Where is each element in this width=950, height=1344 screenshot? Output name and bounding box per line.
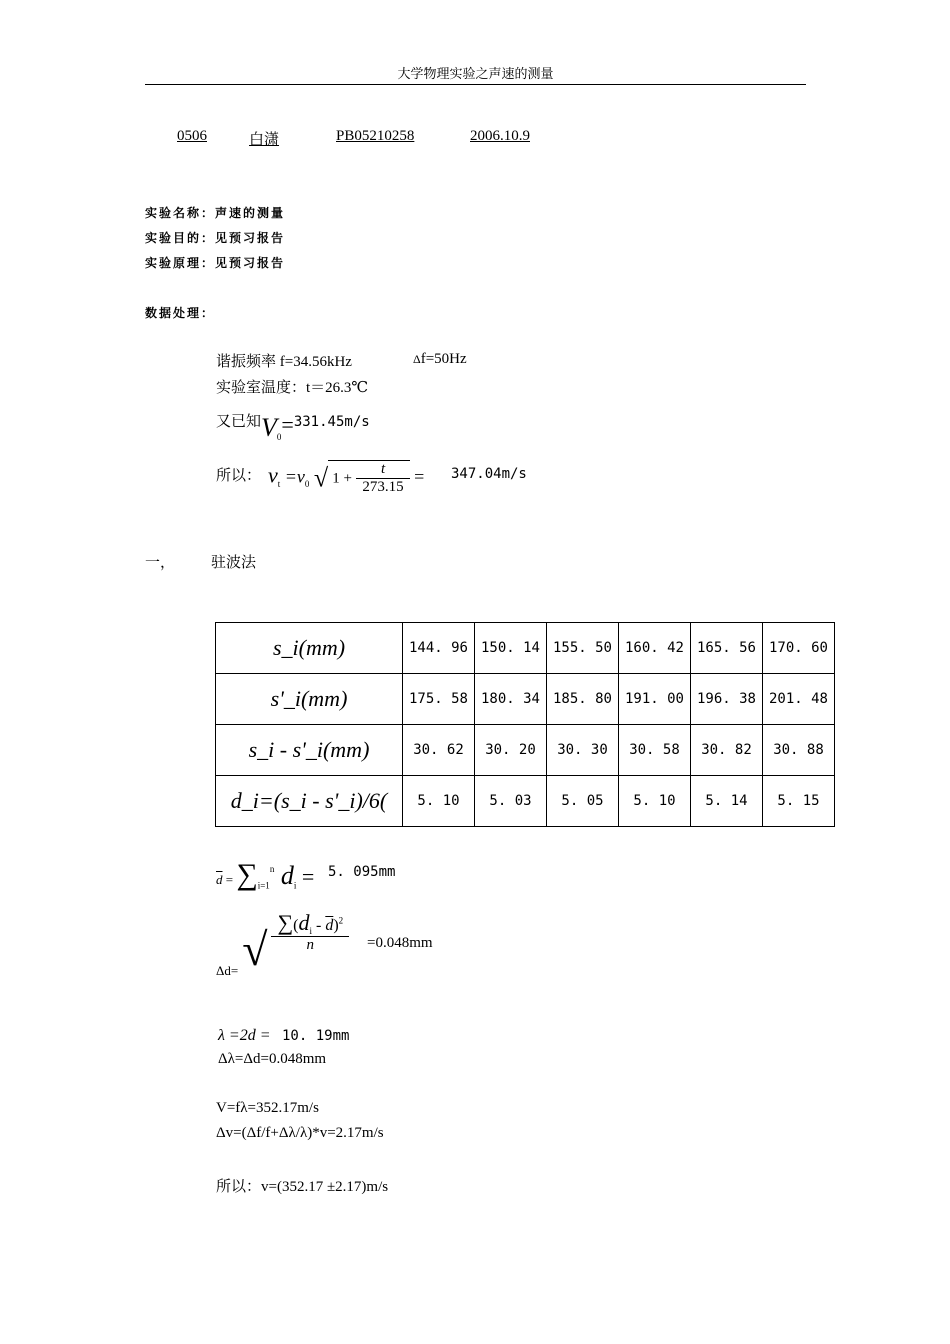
- final-result: 所以：v=(352.17 ±2.17)m/s: [216, 1179, 389, 1195]
- table-cell: 170. 60: [763, 623, 835, 674]
- table-cell: 5. 14: [691, 776, 763, 827]
- table-cell: 5. 05: [547, 776, 619, 827]
- table-cell: 201. 48: [763, 674, 835, 725]
- experiment-principle: 实验原理：见预习报告: [145, 256, 286, 270]
- table-cell: 155. 50: [547, 623, 619, 674]
- table-cell: 191. 00: [619, 674, 691, 725]
- delta-f-value: f=50Hz: [420, 351, 467, 367]
- table-cell: 30. 62: [403, 725, 475, 776]
- table-cell: 144. 96: [403, 623, 475, 674]
- table-cell: 5. 10: [403, 776, 475, 827]
- table-cell: 30. 58: [619, 725, 691, 776]
- page-header: 大学物理实验之声速的测量: [145, 64, 806, 85]
- table-cell: 5. 10: [619, 776, 691, 827]
- vt-subscript-zero: 0: [304, 479, 310, 490]
- sqrt-body: [328, 460, 409, 496]
- delta-f: [413, 351, 467, 368]
- table-cell: 30. 88: [763, 725, 835, 776]
- room-temperature: 实验室温度：t＝26.3℃: [216, 380, 369, 396]
- vt-symbol: v: [268, 462, 278, 488]
- delta-d-fraction: $\frac{\sum(d_i - \overline{d})^2}{n}$: [271, 910, 349, 954]
- table-cell: 5. 15: [763, 776, 835, 827]
- data-processing-heading: 数据处理：: [145, 306, 216, 320]
- v0-line: [216, 410, 370, 443]
- mean-d-value: 5. 095mm: [328, 864, 396, 880]
- experiment-name: 实验名称：声速的测量: [145, 206, 286, 220]
- therefore-label: 所以：: [216, 468, 262, 484]
- one-plus: 1 +: [332, 470, 352, 487]
- vt-formula: $v_t =v_0$ √ 1 + $\frac{t}{273.15}$ =: [268, 461, 425, 495]
- fraction-denominator: 273.15: [362, 479, 404, 495]
- v0-subscript: 0: [276, 432, 282, 442]
- table-cell: 30. 30: [547, 725, 619, 776]
- table-cell: 175. 58: [403, 674, 475, 725]
- delta-lambda: Δλ=Δd=0.048mm: [218, 1051, 327, 1067]
- row-label: d_i=(s_i - s'_i)/6(: [216, 776, 403, 827]
- lambda-value: 10. 19mm: [282, 1028, 350, 1044]
- table-row: [216, 776, 835, 827]
- table-row: [216, 674, 835, 725]
- table-cell: 150. 14: [475, 623, 547, 674]
- table-cell: 185. 80: [547, 674, 619, 725]
- v0-value: 331.45m/s: [293, 414, 370, 430]
- v0-symbol: V: [261, 413, 277, 442]
- table-cell: 30. 20: [475, 725, 547, 776]
- mean-d-formula: $\overline{d} = \sum_{i=1}^n$ $d_i$ =: [216, 858, 315, 891]
- table-cell: 5. 03: [475, 776, 547, 827]
- class-number: 0506: [177, 128, 207, 144]
- student-name: 白潇: [249, 132, 280, 148]
- delta-d-value: =0.048mm: [367, 935, 433, 951]
- table-row: [216, 623, 835, 674]
- vt-equals: =v: [284, 466, 305, 487]
- section-title: 驻波法: [211, 555, 257, 571]
- student-id: PB05210258: [336, 128, 415, 144]
- vt-equals-2: =: [414, 466, 425, 487]
- row-label: s'_i(mm): [216, 674, 403, 725]
- row-label: s_i - s'_i(mm): [216, 725, 403, 776]
- data-table: [215, 622, 835, 827]
- lambda-expression: λ =2d =: [218, 1027, 271, 1044]
- velocity-calc: V=fλ=352.17m/s: [216, 1100, 319, 1116]
- resonance-frequency: 谐振频率 f=34.56kHz: [216, 354, 352, 370]
- vt-value: 347.04m/s: [451, 466, 527, 482]
- fraction: [356, 461, 409, 496]
- vt-subscript: t: [277, 479, 281, 490]
- table-cell: 160. 42: [619, 623, 691, 674]
- table-row: [216, 725, 835, 776]
- row-label: s_i(mm): [216, 623, 403, 674]
- experiment-purpose: 实验目的：见预习报告: [145, 231, 286, 245]
- known-prefix: 又已知: [216, 414, 262, 430]
- table-cell: 196. 38: [691, 674, 763, 725]
- delta-symbol: Δ: [413, 352, 421, 366]
- report-date: 2006.10.9: [470, 128, 530, 144]
- table-cell: 165. 56: [691, 623, 763, 674]
- delta-d-formula: $_{\Delta d=}$ √ $\frac{\sum(d_i - \overline{d})^2}{n}$: [216, 910, 349, 979]
- table-cell: 180. 34: [475, 674, 547, 725]
- v0-equals: =: [281, 412, 294, 437]
- table-cell: 30. 82: [691, 725, 763, 776]
- section-number: 一，: [145, 555, 176, 571]
- delta-velocity: Δv=(Δf/f+Δλ/λ)*v=2.17m/s: [216, 1125, 384, 1141]
- fraction-numerator: t: [356, 461, 409, 479]
